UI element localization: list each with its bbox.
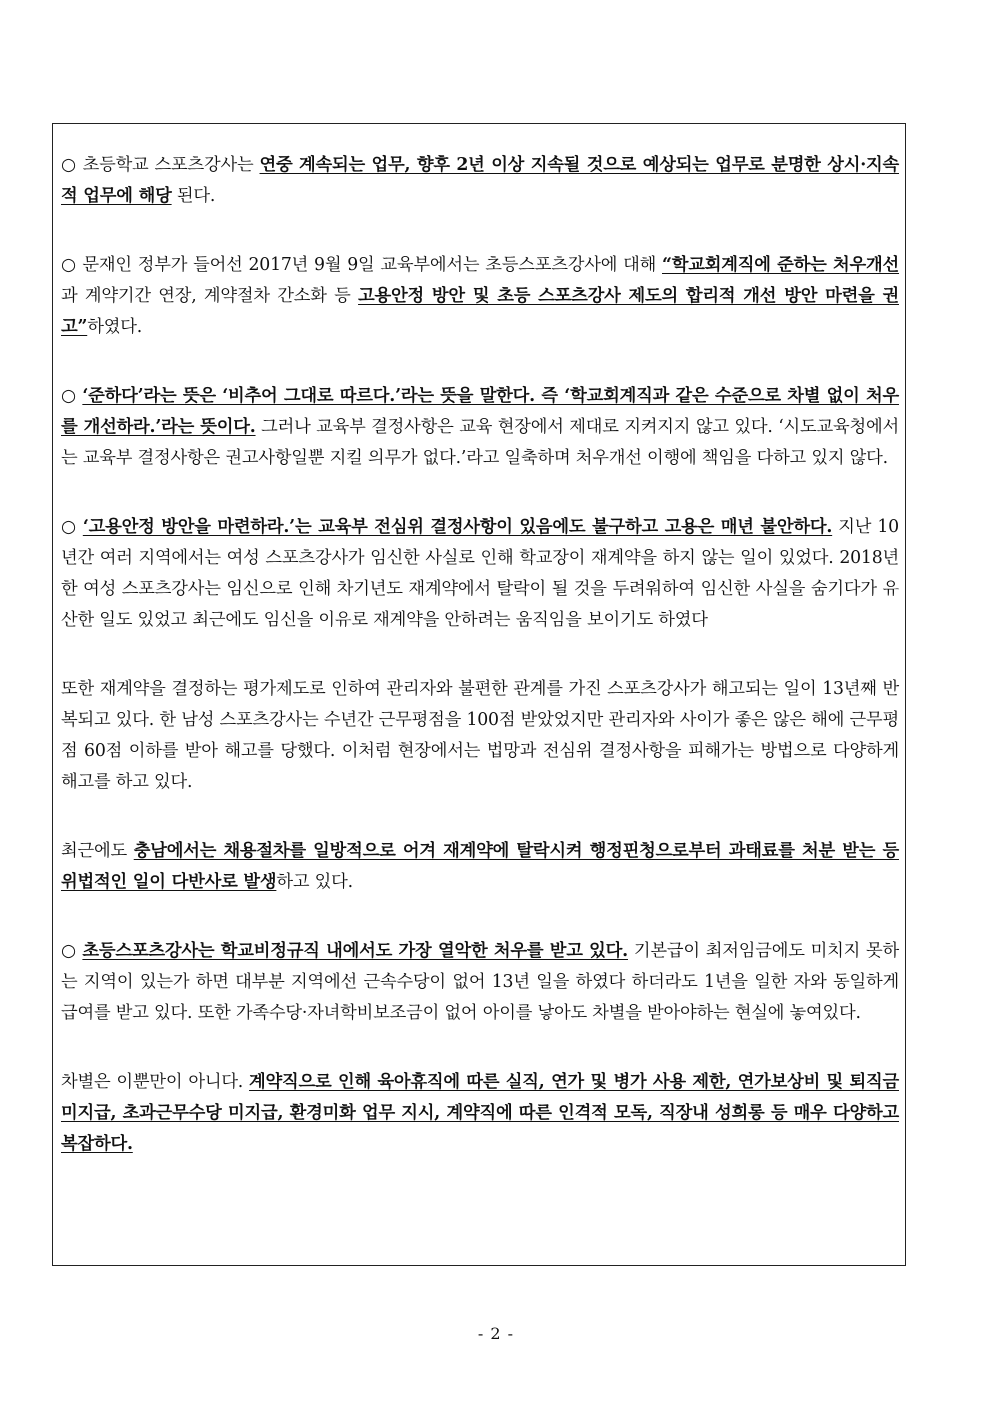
paragraph-p1 — [61, 150, 899, 212]
document-body — [61, 150, 899, 1160]
body-text: 된다. — [171, 186, 216, 206]
paragraph-p2 — [61, 250, 899, 343]
emphasized-text: 계약직으로 인해 육아휴직에 따른 실직, 연가 및 병가 사용 제한, 연가보상비 및 퇴직금 미지급, 초과근무수당 미지급, 환경미화 업무 지시, 계약직에 따른 인격적 모독, 직장내 성희롱 등 매우 다양하고 복잡하다. — [61, 1072, 899, 1154]
body-text: 그러나 교육부 결정사항은 교육 현장에서 제대로 지켜지지 않고 있다. ‘시도교육청에서는 교육부 결정사항은 권고사항일뿐 지킬 의무가 없다.’라고 일축하며 처우개선 이행에 책임을 다하고 있지 않다. — [61, 417, 899, 468]
body-text: ○ — [61, 386, 83, 406]
emphasized-text: ‘준하다’라는 뜻은 ‘비추어 그대로 따르다.’라는 뜻을 말한다. 즉 ‘학교회계직과 같은 수준으로 차별 없이 처우를 개선하라.’라는 뜻이다. — [61, 386, 899, 437]
body-text: 또한 재계약을 결정하는 평가제도로 인하여 관리자와 불편한 관계를 가진 스포츠강사가 해고되는 일이 13년째 반복되고 있다. 한 남성 스포츠강사는 수년간 근무평점을 100점 받았었지만 관리자와 사이가 좋은 않은 해에 근무평점 60점 이하를 받아 해고를 당했다. 이처럼 현장에서는 법망과 전심위 결정사항을 피해가는 방법으로 다양하게 해고를 하고 있다. — [61, 679, 899, 792]
body-text: ○ 초등학교 스포츠강사는 — [61, 155, 260, 175]
body-text: 하였다. — [87, 317, 143, 337]
emphasized-text: ‘고용안정 방안을 마련하라.’는 교육부 전심위 결정사항이 있음에도 불구하고 고용은 매년 불안하다. — [82, 517, 833, 537]
paragraph-p6 — [61, 836, 899, 898]
paragraph-p3 — [61, 381, 899, 474]
paragraph-p4 — [61, 512, 899, 636]
body-text: ○ — [61, 517, 83, 537]
emphasized-text: “학교회계직에 준하는 처우개선 — [662, 255, 900, 275]
emphasized-text: 고용안정 방안 및 초등 스포츠강사 제도의 합리적 개선 방안 마련을 권고” — [61, 286, 899, 337]
body-text: ○ 문재인 정부가 들어선 2017년 9월 9일 교육부에서는 초등스포츠강사에 대해 — [61, 255, 663, 275]
emphasized-text: 초등스포츠강사는 학교비정규직 내에서도 가장 열악한 처우를 받고 있다. — [82, 941, 628, 961]
emphasized-text: 충남에서는 채용절차를 일방적으로 어겨 재계약에 탈락시켜 행정핀청으로부터 과태료를 처분 받는 등 위법적인 일이 다반사로 발생 — [61, 841, 899, 892]
emphasized-text: 연중 계속되는 업무, 향후 2년 이상 지속될 것으로 예상되는 업무로 분명한 상시·지속적 업무에 해당 — [61, 155, 899, 206]
body-text: 지난 10년간 여러 지역에서는 여성 스포츠강사가 임신한 사실로 인해 학교장이 재계약을 하지 않는 일이 있었다. 2018년 한 여성 스포츠강사는 임신으로 인해 차기년도 재계약에서 탈락이 될 것을 두려워하여 임신한 사실을 숨기다가 유산한 일도 있었고 최근에도 임신을 이유로 재계약을 안하려는 움직임을 보이기도 하였다 — [61, 517, 899, 630]
body-text: 기본급이 최저임금에도 미치지 못하는 지역이 있는가 하면 대부분 지역에선 근속수당이 없어 13년 일을 하였다 하더라도 1년을 일한 자와 동일하게 급여를 받고 있다. 또한 가족수당·자녀학비보조금이 없어 아이를 낳아도 차별을 받아야하는 현실에 놓여있다. — [61, 941, 899, 1023]
body-text: 최근에도 — [61, 841, 134, 861]
document-frame — [52, 123, 906, 1266]
body-text: 과 계약기간 연장, 계약절차 간소화 등 — [61, 286, 359, 306]
page-number: - 2 - — [477, 1324, 515, 1343]
body-text: 하고 있다. — [276, 872, 353, 892]
paragraph-p7 — [61, 936, 899, 1029]
paragraph-p5 — [61, 674, 899, 798]
body-text: 차별은 이뿐만이 아니다. — [61, 1072, 250, 1092]
body-text: ○ — [61, 941, 83, 961]
paragraph-p8 — [61, 1067, 899, 1160]
